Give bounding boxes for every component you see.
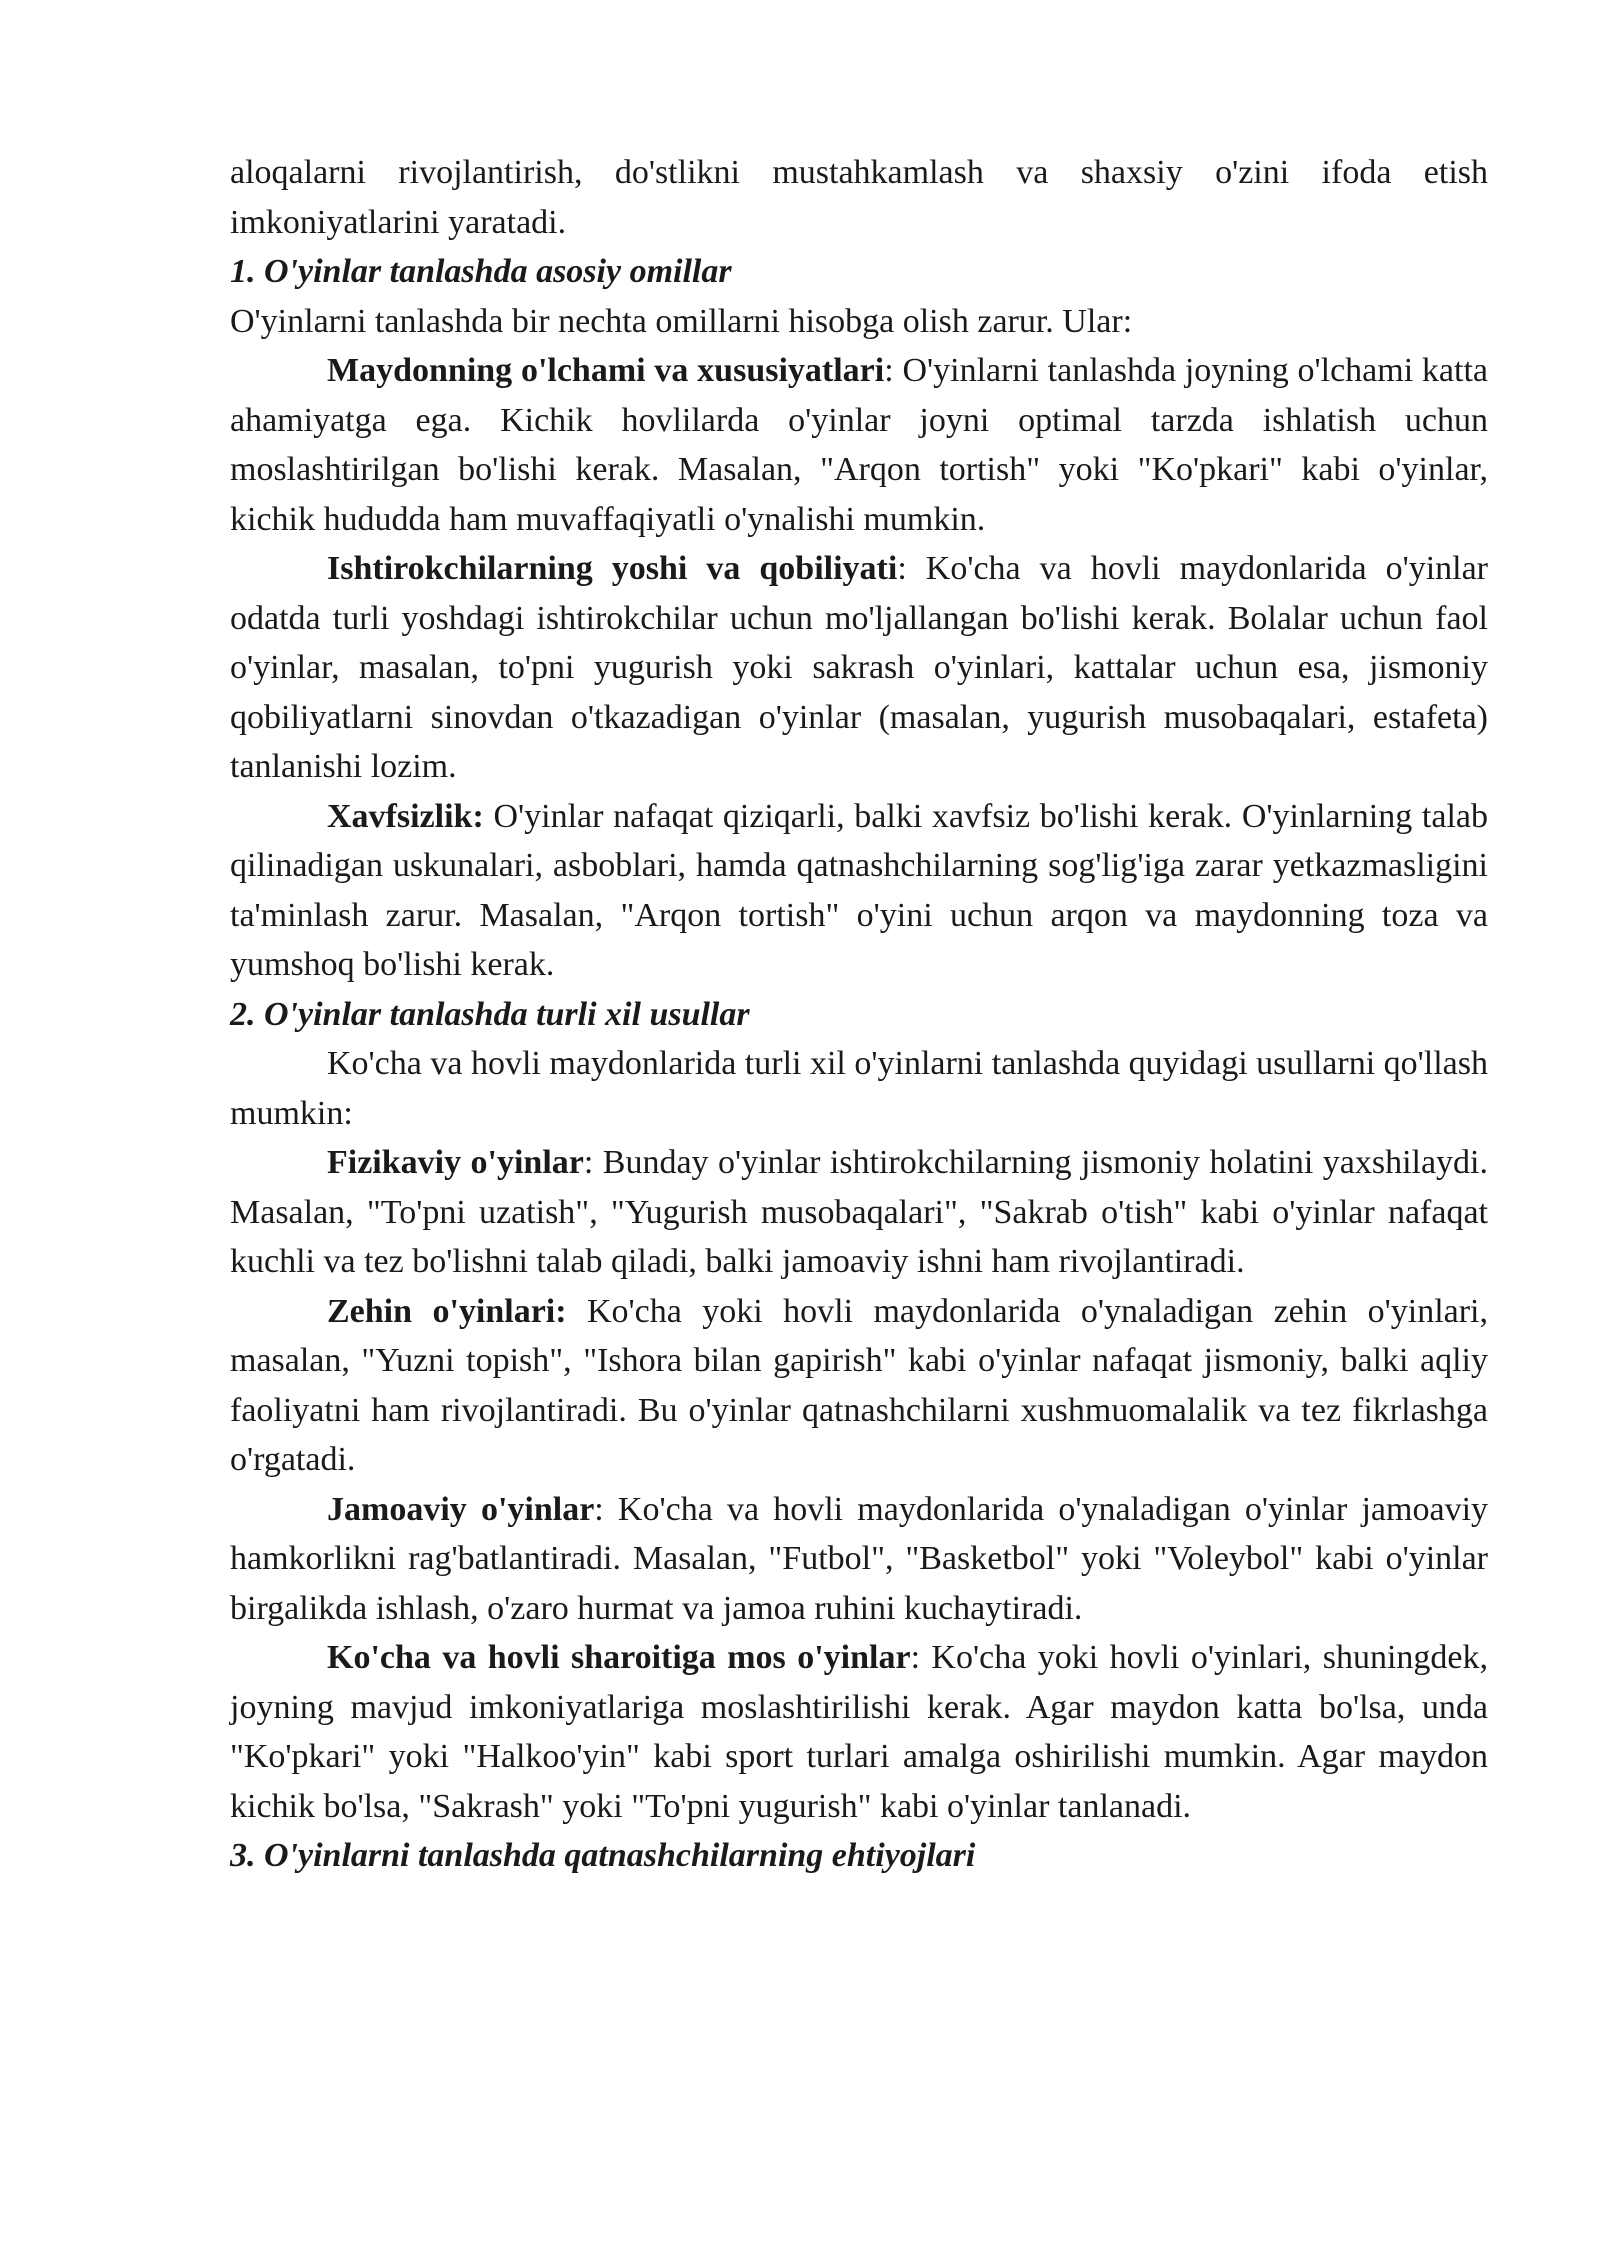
term-mind-games: Zehin o'yinlari: — [327, 1292, 567, 1330]
section-heading-2: 2. O'yinlar tanlashda turli xil usullar — [230, 995, 750, 1033]
paragraph-intro-continuation: aloqalarni rivojlantirish, do'stlikni mustahkamlash va shaxsiy o'zini ifoda etish imkoniyatlarini yaratadi. — [230, 154, 1488, 241]
term-physical-games: Fizikaviy o'yinlar — [327, 1144, 584, 1181]
text-physical-games: : Bunday o'yinlar ishtirokchilarning jismoniy holatini yaxshilaydi. Masalan, "To'pni uzatish", "Yugurish musobaqalari", "Sakrab o'tish" kabi o'yinlar nafaqat kuchli va tez bo'lishni talab qiladi, balki jamoaviy ishni ham rivojlantiradi. — [230, 1144, 1489, 1280]
text-participants-age: : Ko'cha va hovli maydonlarida o'yinlar odatda turli yoshdagi ishtirokchilar uchun mo'ljallangan bo'lishi kerak. Bolalar uchun faol o'yinlar, masalan, to'pni yugurish yoki sakrash o'yinlari, kattalar uchun esa, jismoniy qobiliyatlarni sinovdan o'tkazadigan o'yinlar (masalan, yugurish musobaqalari, estafeta) tanlanishi lozim. — [230, 550, 1488, 785]
paragraph-physical-games — [230, 1138, 1488, 1287]
term-safety: Xavfsizlik: — [327, 797, 484, 835]
paragraph-participants-age — [230, 544, 1488, 792]
section-heading-1: 1. O'yinlar tanlashda asosiy omillar — [230, 253, 732, 290]
section-heading-3: 3. O'yinlarni tanlashda qatnashchilarning ehtiyojlari — [230, 1837, 976, 1874]
text-street-conditions: : Ko'cha yoki hovli o'yinlari, shuningdek, joyning mavjud imkoniyatlariga moslashtirilishi kerak. Agar maydon katta bo'lsa, unda "Ko'pkari" yoki "Halkoo'yin" kabi sport turlari amalga oshirilishi mumkin. Agar maydon kichik bo'lsa, "Sakrash" yoki "To'pni yugurish" kabi o'yinlar tanlanadi. — [230, 1639, 1488, 1825]
paragraph-mind-games — [230, 1287, 1488, 1485]
paragraph-factors-intro: O'yinlarni tanlashda bir nechta omillarni hisobga olish zarur. Ular: — [230, 302, 1133, 340]
paragraph-field-size — [230, 346, 1488, 544]
text-safety: O'yinlar nafaqat qiziqarli, balki xavfsiz bo'lishi kerak. O'yinlarning talab qilinadigan uskunalari, asboblari, hamda qatnashchilarning sog'lig'iga zarar yetkazmasligini ta'minlash zarur. Masalan, "Arqon tortish" o'yini uchun arqon va maydonning toza va yumshoq bo'lishi kerak. — [230, 797, 1488, 983]
paragraph-street-conditions — [230, 1633, 1488, 1831]
paragraph-safety — [230, 792, 1488, 990]
term-participants-age: Ishtirokchilarning yoshi va qobiliyati — [327, 550, 898, 587]
term-team-games: Jamoaviy o'yinlar — [327, 1490, 595, 1528]
paragraph-methods-intro: Ko'cha va hovli maydonlarida turli xil o'yinlarni tanlashda quyidagi usullarni qo'llash mumkin: — [230, 1045, 1488, 1132]
text-field-size: : O'yinlarni tanlashda joyning o'lchami katta ahamiyatga ega. Kichik hovlilarda o'yinlar joyni optimal tarzda ishlatish uchun moslashtirilgan bo'lishi kerak. Masalan, "Arqon tortish" yoki "Ko'pkari" kabi o'yinlar, kichik hududda ham muvaffaqiyatli o'ynalishi mumkin. — [230, 352, 1489, 538]
text-mind-games: Ko'cha yoki hovli maydonlarida o'ynaladigan zehin o'yinlari, masalan, "Yuzni topish", "Ishora bilan gapirish" kabi o'yinlar nafaqat jismoniy, balki aqliy faoliyatni ham rivojlantiradi. Bu o'yinlar qatnashchilarni xushmuomalalik va tez fikrlashga o'rgatadi. — [230, 1292, 1489, 1478]
paragraph-team-games — [230, 1485, 1488, 1634]
term-field-size: Maydonning o'lchami va xususiyatlari — [327, 352, 885, 389]
term-street-conditions: Ko'cha va hovli sharoitiga mos o'yinlar — [327, 1639, 911, 1676]
text-team-games: : Ko'cha va hovli maydonlarida o'ynaladigan o'yinlar jamoaviy hamkorlikni rag'batlantiradi. Masalan, "Futbol", "Basketbol" yoki "Voleybol" kabi o'yinlar birgalikda ishlash, o'zaro hurmat va jamoa ruhini kuchaytiradi. — [230, 1490, 1489, 1627]
document-page — [230, 148, 1488, 1881]
